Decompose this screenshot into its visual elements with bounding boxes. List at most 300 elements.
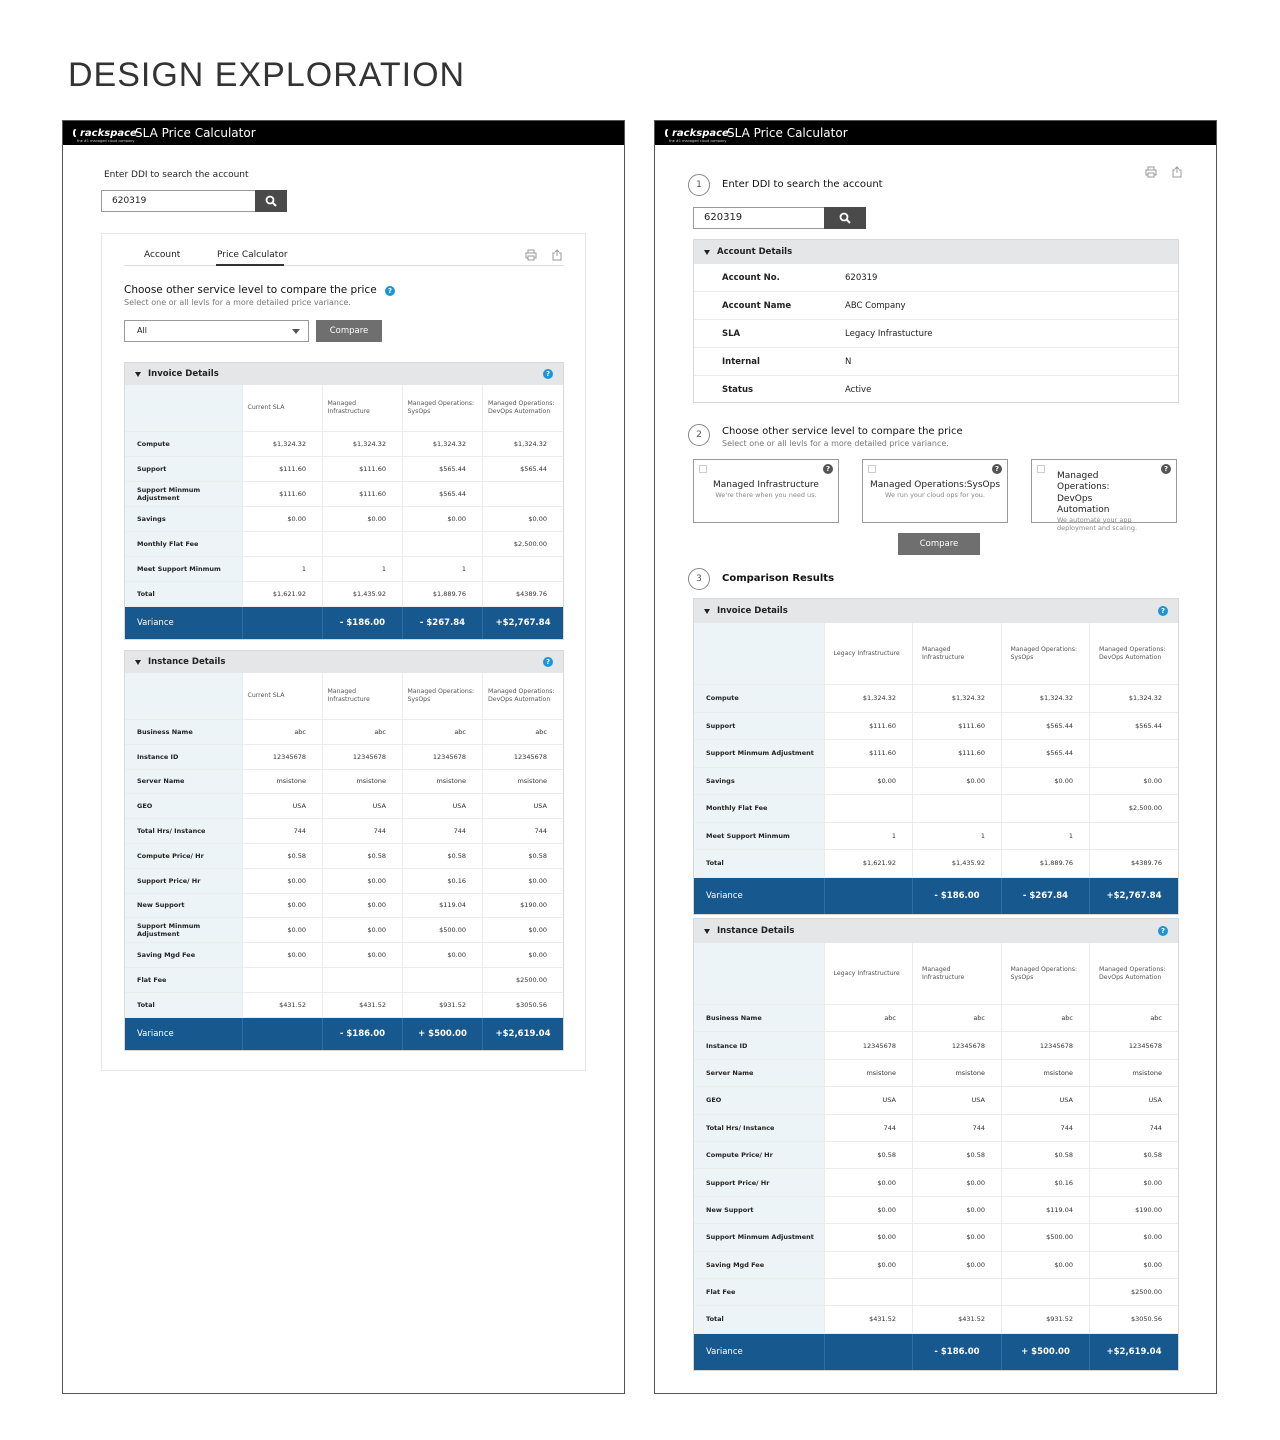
account-details-header[interactable] — [694, 240, 1178, 264]
table-cell: $4389.76 — [1089, 850, 1178, 878]
step-2-badge: 2 — [688, 424, 710, 446]
column-header-label: Managed Operations: DevOps Automation — [488, 400, 555, 415]
table-cell: abc — [322, 720, 402, 745]
table-cell: $1,324.32 — [1089, 685, 1178, 713]
table-cell: 744 — [1089, 1115, 1178, 1142]
tab-price-calculator[interactable]: Price Calculator — [217, 250, 288, 260]
table-cell: 1 — [402, 557, 482, 582]
table-cell: 12345678 — [912, 1032, 1001, 1059]
table-cell — [824, 1279, 912, 1306]
table-cell: 1 — [824, 823, 912, 851]
row-label: Monthly Flat Fee — [694, 795, 824, 823]
table-cell: $111.60 — [322, 482, 402, 507]
table-cell: $1,889.76 — [1001, 850, 1089, 878]
row-label: Total — [125, 582, 242, 607]
table-cell: $0.00 — [1089, 1169, 1178, 1196]
account-row — [694, 348, 1178, 376]
table-cell: 12345678 — [824, 1032, 912, 1059]
row-label: Flat Fee — [125, 968, 242, 993]
column-header — [322, 385, 402, 432]
column-header-label: Managed Infrastructure — [327, 688, 370, 703]
table-cell: $1,889.76 — [402, 582, 482, 607]
help-icon[interactable]: ? — [1158, 606, 1168, 616]
active-tab-indicator — [216, 264, 284, 266]
account-row-key: Status — [722, 385, 754, 395]
table-cell: USA — [1089, 1087, 1178, 1114]
step-3-badge: 3 — [688, 568, 710, 590]
column-header-label: Current SLA — [247, 404, 285, 412]
checkbox[interactable] — [1037, 465, 1045, 473]
table-cell: $931.52 — [1001, 1306, 1089, 1333]
step-3-title: Comparison Results — [722, 573, 835, 584]
help-icon[interactable]: ? — [1158, 926, 1168, 936]
row-label: Instance ID — [125, 745, 242, 770]
account-details-table — [693, 239, 1179, 403]
table-cell: 744 — [912, 1115, 1001, 1142]
invoice-details-header[interactable] — [125, 363, 563, 385]
table-cell — [482, 557, 563, 582]
column-header — [912, 623, 1001, 685]
share-icon[interactable] — [551, 249, 563, 261]
column-header — [1001, 623, 1089, 685]
table-cell: $0.00 — [1001, 768, 1089, 796]
table-cell: msistone — [322, 770, 402, 795]
row-label: Support Minmum Adjustment — [694, 740, 824, 768]
column-header-label: Managed Infrastructure — [327, 400, 370, 415]
table-cell: $0.00 — [322, 869, 402, 894]
variance-value: - $267.84 — [1001, 878, 1089, 914]
column-header-label: Legacy Infrastructure — [833, 969, 900, 977]
table-cell — [322, 968, 402, 993]
table-cell: $0.00 — [322, 943, 402, 968]
instance-details-table — [693, 918, 1179, 1371]
table-cell: $0.00 — [242, 507, 322, 532]
compare-title-text: Choose other service level to compare the price — [124, 284, 377, 296]
row-label: GEO — [125, 794, 242, 819]
table-cell: $0.00 — [1001, 1252, 1089, 1279]
column-header — [482, 385, 563, 432]
variance-value: +$2,619.04 — [482, 1018, 563, 1050]
table-cell: $0.00 — [824, 1169, 912, 1196]
table-cell: $0.00 — [322, 507, 402, 532]
table-cell: $111.60 — [912, 713, 1001, 741]
help-icon[interactable]: ? — [543, 657, 553, 667]
variance-value: +$2,619.04 — [1089, 1334, 1178, 1370]
toolbar-icons — [1145, 166, 1183, 178]
table-cell: $3050.56 — [1089, 1306, 1178, 1333]
table-cell: $565.44 — [482, 457, 563, 482]
column-header-label: Managed Infrastructure — [922, 645, 965, 661]
compare-section-subtitle: Select one or all levls for a more detailed price variance. — [124, 298, 351, 307]
tab-divider — [124, 265, 564, 266]
instance-details-header[interactable] — [694, 919, 1178, 943]
option-managed-ops-sysops[interactable] — [862, 459, 1008, 523]
table-cell: $0.00 — [242, 894, 322, 919]
option-desc: We run your cloud ops for you. — [884, 491, 985, 500]
column-header-blank — [125, 385, 242, 432]
column-header-label: Managed Operations: SysOps — [1010, 965, 1078, 981]
table-cell — [912, 1279, 1001, 1306]
service-level-select[interactable] — [124, 320, 309, 342]
option-managed-infrastructure[interactable] — [693, 459, 839, 523]
table-cell — [402, 532, 482, 557]
variance-value: - $186.00 — [322, 1018, 402, 1050]
table-cell: 12345678 — [1001, 1032, 1089, 1059]
column-header — [242, 673, 322, 720]
row-label: Compute — [694, 685, 824, 713]
account-row-key: SLA — [722, 328, 741, 339]
variance-label: Variance — [125, 607, 242, 639]
table-cell — [482, 482, 563, 507]
search-icon — [839, 212, 851, 224]
table-cell: $565.44 — [1001, 713, 1089, 741]
help-icon[interactable]: ? — [385, 286, 395, 296]
table-cell: $1,435.92 — [912, 850, 1001, 878]
calculator-card — [101, 233, 586, 1071]
variance-value — [824, 878, 912, 914]
instance-details-title: Instance Details — [717, 926, 795, 936]
table-cell: $1,621.92 — [824, 850, 912, 878]
row-label: Compute Price/ Hr — [694, 1142, 824, 1169]
column-header — [402, 673, 482, 720]
account-row — [694, 376, 1178, 404]
page-title: DESIGN EXPLORATION — [68, 56, 466, 94]
option-desc: We automate your app deployment and scaling. — [1057, 516, 1138, 533]
column-header — [242, 385, 322, 432]
row-label: Support Price/ Hr — [125, 869, 242, 894]
table-cell: $1,324.32 — [1001, 685, 1089, 713]
column-header — [482, 673, 563, 720]
step-1-badge: 1 — [688, 174, 710, 196]
logo-tagline: the #1 managed cloud company — [77, 138, 135, 143]
table-cell: $0.58 — [322, 844, 402, 869]
column-header-label: Managed Operations: DevOps Automation — [1099, 965, 1166, 981]
table-cell: 744 — [402, 819, 482, 844]
table-cell: $190.00 — [1089, 1197, 1178, 1224]
table-cell — [1089, 740, 1178, 768]
help-icon[interactable]: ? — [1161, 464, 1171, 474]
row-label: Server Name — [125, 770, 242, 795]
table-cell: $119.04 — [402, 894, 482, 919]
table-cell: $2500.00 — [1089, 1279, 1178, 1306]
row-label: Business Name — [125, 720, 242, 745]
variance-value — [824, 1334, 912, 1370]
table-cell: msistone — [1001, 1060, 1089, 1087]
table-cell: $0.58 — [912, 1142, 1001, 1169]
column-header — [824, 623, 912, 685]
table-cell: $0.00 — [482, 507, 563, 532]
column-header-blank — [125, 673, 242, 720]
column-header-label: Managed Operations: SysOps — [1010, 645, 1078, 661]
table-cell: $0.00 — [242, 943, 322, 968]
variance-value: - $186.00 — [912, 878, 1001, 914]
table-cell: $0.00 — [824, 1197, 912, 1224]
table-cell: $119.04 — [1001, 1197, 1089, 1224]
row-label: Flat Fee — [694, 1279, 824, 1306]
column-header-blank — [694, 943, 824, 1005]
table-cell: 744 — [242, 819, 322, 844]
invoice-details-header[interactable] — [694, 599, 1178, 623]
variance-value: +$2,767.84 — [1089, 878, 1178, 914]
table-cell: 744 — [322, 819, 402, 844]
table-cell: $0.58 — [1001, 1142, 1089, 1169]
row-label: Support Minmum Adjustment — [694, 1224, 824, 1251]
table-cell: 1 — [322, 557, 402, 582]
instance-details-title: Instance Details — [148, 657, 226, 667]
account-row-value: ABC Company — [845, 300, 906, 311]
table-cell — [1089, 823, 1178, 851]
table-cell: $431.52 — [824, 1306, 912, 1333]
row-label: Total — [694, 850, 824, 878]
rackspace-logo[interactable] — [73, 127, 137, 143]
row-label: Total — [694, 1306, 824, 1333]
table-cell: $431.52 — [912, 1306, 1001, 1333]
invoice-grid — [125, 385, 563, 639]
account-row — [694, 320, 1178, 348]
table-cell: $2500.00 — [482, 968, 563, 993]
table-cell: abc — [482, 720, 563, 745]
table-cell: $1,324.32 — [322, 432, 402, 457]
table-cell: $111.60 — [824, 713, 912, 741]
table-cell: 744 — [824, 1115, 912, 1142]
column-header-label: Managed Infrastructure — [922, 965, 965, 981]
variance-value: - $186.00 — [322, 607, 402, 639]
table-cell: 12345678 — [482, 745, 563, 770]
table-cell: 12345678 — [402, 745, 482, 770]
table-cell: abc — [402, 720, 482, 745]
table-cell: 1 — [912, 823, 1001, 851]
table-cell: 1 — [242, 557, 322, 582]
compare-button[interactable]: Compare — [898, 533, 980, 555]
variance-label: Variance — [125, 1018, 242, 1050]
step-2-subtitle: Select one or all levls for a more detailed price variance. — [722, 439, 949, 448]
table-cell: msistone — [402, 770, 482, 795]
table-cell: $0.00 — [322, 894, 402, 919]
toolbar-icons — [525, 249, 563, 261]
row-label: Server Name — [694, 1060, 824, 1087]
row-label: Compute — [125, 432, 242, 457]
instance-details-table — [124, 650, 564, 1051]
print-icon[interactable] — [525, 249, 537, 261]
option-title: Managed Operations:SysOps — [869, 480, 1001, 490]
row-label: Saving Mgd Fee — [694, 1252, 824, 1279]
variance-value: +$2,767.84 — [482, 607, 563, 639]
row-label: Total Hrs/ Instance — [694, 1115, 824, 1142]
table-cell: $0.58 — [482, 844, 563, 869]
table-cell: 12345678 — [242, 745, 322, 770]
instance-details-header[interactable] — [125, 651, 563, 673]
table-cell — [1001, 795, 1089, 823]
table-cell: $1,324.32 — [482, 432, 563, 457]
account-details-title: Account Details — [717, 247, 793, 257]
invoice-grid — [694, 623, 1178, 914]
invoice-details-title: Invoice Details — [148, 369, 219, 379]
triangle-down-icon — [704, 250, 710, 255]
table-cell: $0.16 — [402, 869, 482, 894]
help-icon[interactable]: ? — [543, 369, 553, 379]
column-header — [1089, 623, 1178, 685]
column-header — [322, 673, 402, 720]
table-cell: $500.00 — [402, 918, 482, 943]
column-header — [912, 943, 1001, 1005]
variance-value: - $186.00 — [912, 1334, 1001, 1370]
row-label: Support Price/ Hr — [694, 1169, 824, 1196]
table-cell: abc — [242, 720, 322, 745]
row-label: Saving Mgd Fee — [125, 943, 242, 968]
variance-label: Variance — [694, 1334, 824, 1370]
share-icon[interactable] — [1171, 166, 1183, 178]
variance-value: - $267.84 — [402, 607, 482, 639]
table-cell: $0.00 — [912, 768, 1001, 796]
table-cell: $931.52 — [402, 993, 482, 1018]
variance-value — [242, 1018, 322, 1050]
rackspace-logo-icon — [665, 129, 669, 137]
rackspace-logo-icon — [73, 129, 77, 137]
row-label: Meet Support Minmum — [125, 557, 242, 582]
column-header-blank — [694, 623, 824, 685]
table-cell: msistone — [824, 1060, 912, 1087]
option-desc: We're there when you need us. — [715, 491, 817, 500]
variance-value: + $500.00 — [1001, 1334, 1089, 1370]
account-row-value: Active — [845, 385, 872, 395]
table-cell: $190.00 — [482, 894, 563, 919]
table-cell: USA — [242, 794, 322, 819]
column-header-label: Managed Operations: SysOps — [407, 688, 475, 703]
search-button[interactable] — [824, 207, 866, 229]
table-cell: $0.00 — [482, 943, 563, 968]
row-label: Monthly Flat Fee — [125, 532, 242, 557]
app-name: SLA Price Calculator — [135, 126, 256, 140]
app-name: SLA Price Calculator — [727, 126, 848, 140]
triangle-down-icon — [704, 609, 710, 614]
table-cell: USA — [1001, 1087, 1089, 1114]
triangle-down-icon — [135, 660, 141, 665]
account-row — [694, 292, 1178, 320]
right-panel — [654, 120, 1217, 1394]
compare-section-title — [124, 284, 395, 296]
search-button[interactable] — [255, 190, 287, 212]
column-header-label: Current SLA — [247, 692, 285, 700]
row-label: Support — [125, 457, 242, 482]
table-cell: $0.00 — [322, 918, 402, 943]
column-header — [824, 943, 912, 1005]
row-label: New Support — [694, 1197, 824, 1224]
table-cell: $0.00 — [824, 768, 912, 796]
table-cell: $0.58 — [824, 1142, 912, 1169]
table-cell: $431.52 — [322, 993, 402, 1018]
table-cell: $111.60 — [912, 740, 1001, 768]
table-cell: msistone — [482, 770, 563, 795]
table-cell: $0.00 — [824, 1224, 912, 1251]
table-cell — [824, 795, 912, 823]
table-cell: $0.00 — [824, 1252, 912, 1279]
compare-button[interactable]: Compare — [316, 320, 382, 342]
table-cell: $0.00 — [242, 918, 322, 943]
table-cell: $0.00 — [242, 869, 322, 894]
select-value: All — [137, 326, 147, 335]
row-label: Savings — [125, 507, 242, 532]
table-cell: $1,324.32 — [912, 685, 1001, 713]
table-cell: 744 — [1001, 1115, 1089, 1142]
option-managed-ops-devops[interactable] — [1031, 459, 1177, 533]
table-cell: USA — [824, 1087, 912, 1114]
table-cell: abc — [1089, 1005, 1178, 1032]
option-title: Managed Operations: DevOps Automation — [1057, 471, 1110, 515]
table-cell: msistone — [912, 1060, 1001, 1087]
left-panel — [62, 120, 625, 1394]
table-cell — [322, 532, 402, 557]
table-cell: USA — [402, 794, 482, 819]
table-cell — [242, 968, 322, 993]
tab-account[interactable]: Account — [144, 250, 181, 260]
row-label: Compute Price/ Hr — [125, 844, 242, 869]
table-cell: $0.58 — [1089, 1142, 1178, 1169]
table-cell: $0.00 — [1089, 1252, 1178, 1279]
row-label: New Support — [125, 894, 242, 919]
column-header — [402, 385, 482, 432]
table-cell: $0.00 — [482, 869, 563, 894]
account-row — [694, 264, 1178, 292]
table-cell: 12345678 — [1089, 1032, 1178, 1059]
search-icon — [265, 195, 277, 207]
table-cell: USA — [912, 1087, 1001, 1114]
account-row-key: Account Name — [722, 300, 792, 311]
row-label: Support Minmum Adjustment — [125, 482, 242, 507]
checkbox[interactable] — [868, 465, 876, 473]
invoice-details-table — [693, 598, 1179, 915]
table-cell: $0.00 — [482, 918, 563, 943]
table-cell: $0.00 — [912, 1252, 1001, 1279]
table-cell: $0.58 — [242, 844, 322, 869]
help-icon[interactable]: ? — [823, 464, 833, 474]
column-header-label: Managed Operations: DevOps Automation — [1099, 645, 1166, 661]
instance-grid — [125, 673, 563, 1050]
checkbox[interactable] — [699, 465, 707, 473]
table-cell: $2,500.00 — [482, 532, 563, 557]
ddi-search-input[interactable]: 620319 — [693, 207, 825, 229]
table-cell: $111.60 — [824, 740, 912, 768]
table-cell: $4389.76 — [482, 582, 563, 607]
table-cell: abc — [824, 1005, 912, 1032]
table-cell: $0.00 — [912, 1169, 1001, 1196]
column-header-label: Managed Operations: SysOps — [407, 400, 475, 415]
rackspace-logo[interactable] — [665, 127, 729, 143]
table-cell: 12345678 — [322, 745, 402, 770]
option-title: Managed Infrastructure — [713, 480, 819, 490]
table-cell: $0.00 — [1089, 768, 1178, 796]
table-cell: $431.52 — [242, 993, 322, 1018]
variance-value: + $500.00 — [402, 1018, 482, 1050]
table-cell: USA — [482, 794, 563, 819]
account-row-key: Internal — [722, 356, 760, 367]
print-icon[interactable] — [1145, 166, 1157, 178]
column-header — [1001, 943, 1089, 1005]
row-label: Support — [694, 713, 824, 741]
table-cell: 1 — [1001, 823, 1089, 851]
account-row-key: Account No. — [722, 272, 780, 283]
row-label: Instance ID — [694, 1032, 824, 1059]
logo-text: rackspace — [672, 127, 729, 139]
help-icon[interactable]: ? — [992, 464, 1002, 474]
app-bar — [63, 121, 624, 145]
column-header-label: Legacy Infrastructure — [833, 649, 900, 657]
table-cell: $3050.56 — [482, 993, 563, 1018]
ddi-search-input[interactable]: 620319 — [101, 190, 256, 212]
row-label: Support Minmum Adjustment — [125, 918, 242, 943]
row-label: Total — [125, 993, 242, 1018]
table-cell: $0.00 — [1089, 1224, 1178, 1251]
row-label: GEO — [694, 1087, 824, 1114]
